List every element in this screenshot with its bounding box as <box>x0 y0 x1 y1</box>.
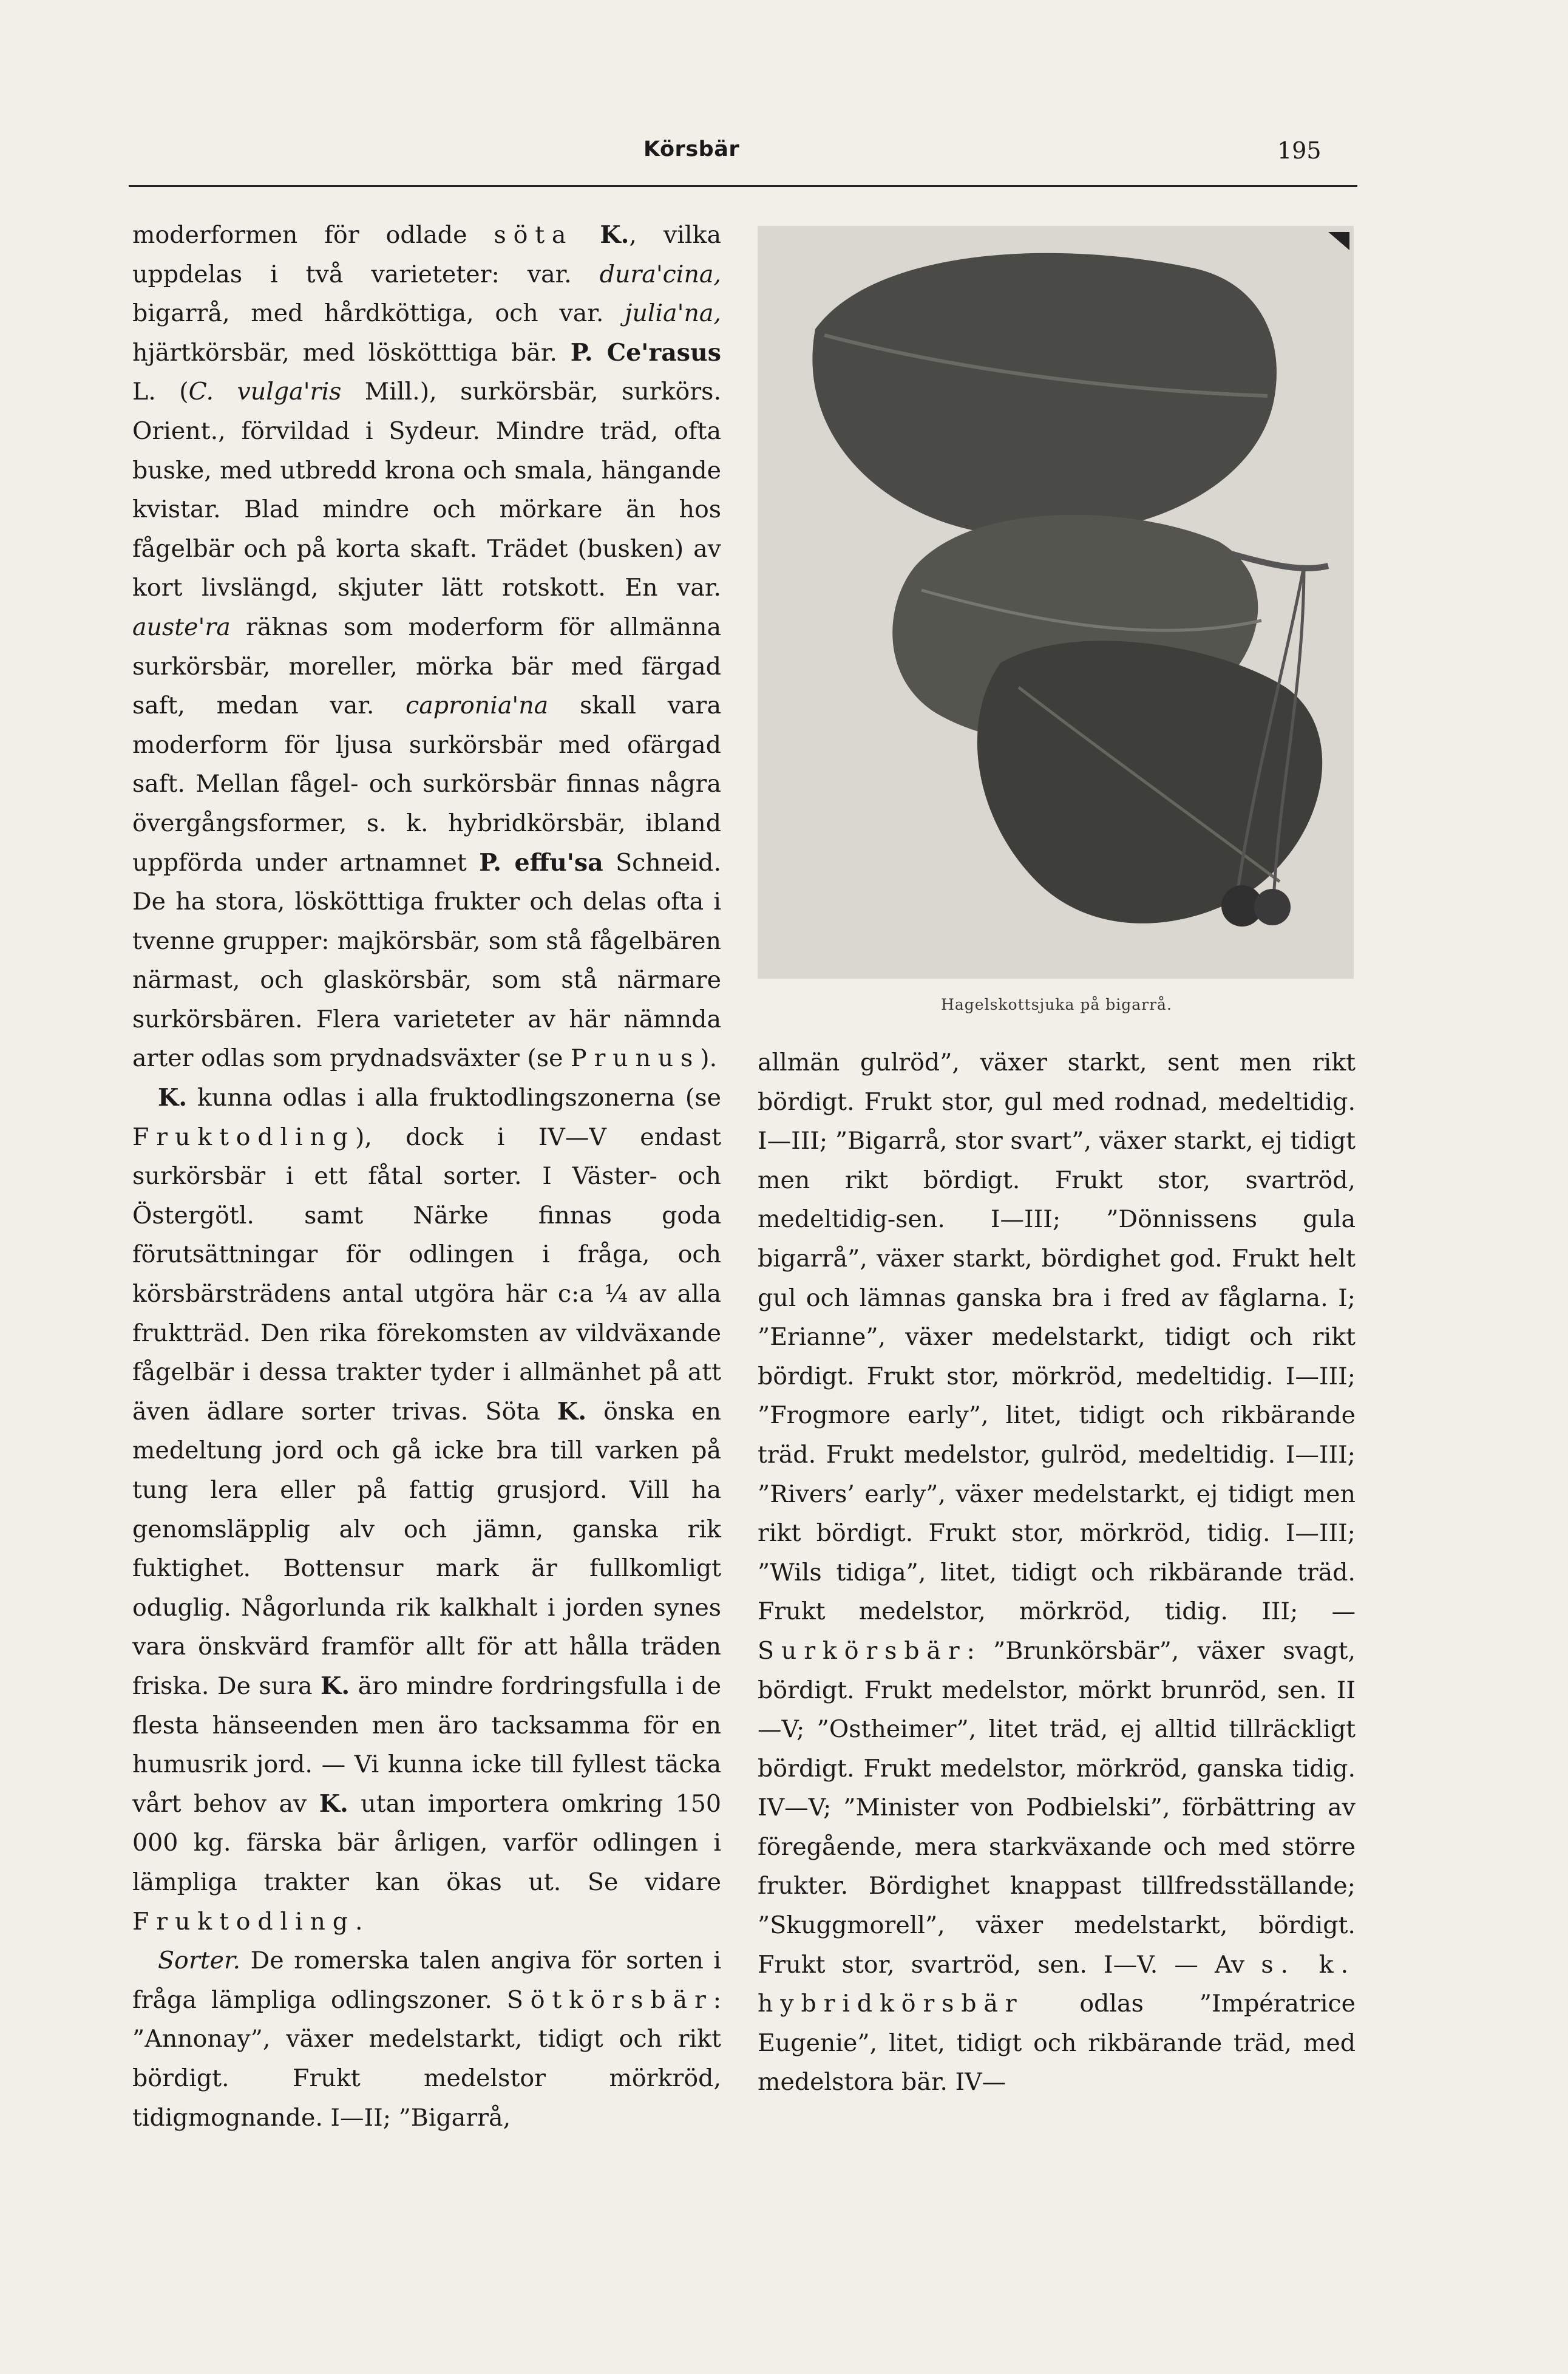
leaf-illustration-icon <box>758 226 1354 979</box>
cherry-leaf-photo <box>758 226 1354 979</box>
paragraph-sorter: Sorter. De romerska talen angiva för sorten i fråga lämpliga odlingszoner. Sötkörsbär: ”Annonay”, växer medelstarkt, tidigt och rikt bördigt. Frukt medelstor mörkröd, tidigmognande. I—II; ”Bigarrå, <box>132 1947 721 2132</box>
paragraph-sota-and-sura: moderformen för odlade söta K., vilka uppdelas i två varieteter: var. dura'cina, bigarrå, med hårdköttiga, och var. julia'na, hjärtkörsbär, med löskötttiga bär. P. Ce'rasus L. (C. vulga'ris Mill.), surkörsbär, surkörs. Orient., förvildad i Sydeur. Mindre träd, ofta buske, med utbredd krona och smala, hängande kvistar. Blad mindre och mörkare än hos fågelbär och på korta skaft. Trädet (busken) av kort livslängd, skjuter lätt rotskott. En var. auste'ra räknas som moderform för allmänna surkörsbär, moreller, mörka bär med färgad saft, medan var. capronia'na skall vara moderform för ljusa surkörsbär med ofärgad saft. Mellan fågel- och surkörsbär finnas några övergångsformer, s. k. hybridkörsbär, ibland uppförda under artnamnet P. effu'sa Schneid. De ha stora, löskötttiga frukter och delas ofta i tvenne grupper: majkörsbär, som stå fågelbären närmast, och glaskörsbär, som stå närmare surkörsbären. Flera varieteter av här nämnda arter odlas som prydnadsväxter (se Prunus). <box>132 221 721 1073</box>
header-rule <box>129 185 1357 187</box>
figure-caption: Hagelskottsjuka på bigarrå. <box>941 996 1172 1013</box>
paragraph-varieties: allmän gulröd”, växer starkt, sent men rikt bördigt. Frukt stor, gul med rodnad, medeltidig. I—III; ”Bigarrå, stor svart”, växer starkt, ej tidigt men rikt bördigt. Frukt stor, svartröd, medeltidig-sen. I—III; ”Dönnissens gula bigarrå”, växer starkt, bördighet god. Frukt helt gul och lämnas ganska bra i fred av fåglarna. I; ”Erianne”, växer medelstarkt, tidigt och rikt bördigt. Frukt stor, mörkröd, medeltidig. I—III; ”Frogmore early”, litet, tidigt och rikbärande träd. Frukt medelstor, gulröd, medeltidig. I—III; ”Rivers’ early”, växer medelstarkt, ej tidigt men rikt bördigt. Frukt stor, mörkröd, tidig. I—III; ”Wils tidiga”, litet, tidigt och rikbärande träd. Frukt medelstor, mörkröd, tidig. III; — Surkörsbär: ”Brunkörsbär”, växer svagt, bördigt. Frukt medelstor, mörkt brunröd, sen. II—V; ”Ostheimer”, litet träd, ej alltid tillräckligt bördigt. Frukt medelstor, mörkröd, ganska tidig. IV—V; ”Minister von Podbielski”, förbättring av föregående, mera starkväxande och med större frukter. Bördighet knappast tillfredsställande; ”Skuggmorell”, växer medelstarkt, bördigt. Frukt stor, svartröd, sen. I—V. — Av s. k. hybridkörsbär odlas ”Impératrice Eugenie”, litet, tidigt och rikbärande träd, med medelstora bär. IV— <box>758 1049 1356 2097</box>
running-head: Körsbär <box>643 137 740 162</box>
left-column <box>132 216 721 2137</box>
page-number: 195 <box>1277 137 1322 164</box>
paragraph-cultivation: K. kunna odlas i alla fruktodlingszonerna (se Fruktodling), dock i IV—V endast surkörsbär i ett fåtal sorter. I Väster- och Östergötl. samt Närke finnas goda förutsättningar för odlingen i fråga, och körsbärsträdens antal utgöra här c:a ¼ av alla fruktträd. Den rika förekomsten av vildväxande fågelbär i dessa trakter tyder i allmänhet på att även ädlare sorter trivas. Söta K. önska en medeltung jord och gå icke bra till varken på tung lera eller på fattig grusjord. Vill ha genomsläpplig alv och jämn, ganska rik fuktighet. Bottensur mark är fullkomligt oduglig. Någorlunda rik kalkhalt i jorden synes vara önskvärd framför allt för att hålla träden friska. De sura K. äro mindre fordringsfulla i de flesta hänseenden men äro tacksamma för en humusrik jord. — Vi kunna icke till fyllest täcka vårt behov av K. utan importera omkring 150 000 kg. färska bär årligen, varför odlingen i lämpliga trakter kan ökas ut. Se vidare Fruktodling. <box>132 1084 722 1936</box>
right-column <box>758 1043 1356 2102</box>
